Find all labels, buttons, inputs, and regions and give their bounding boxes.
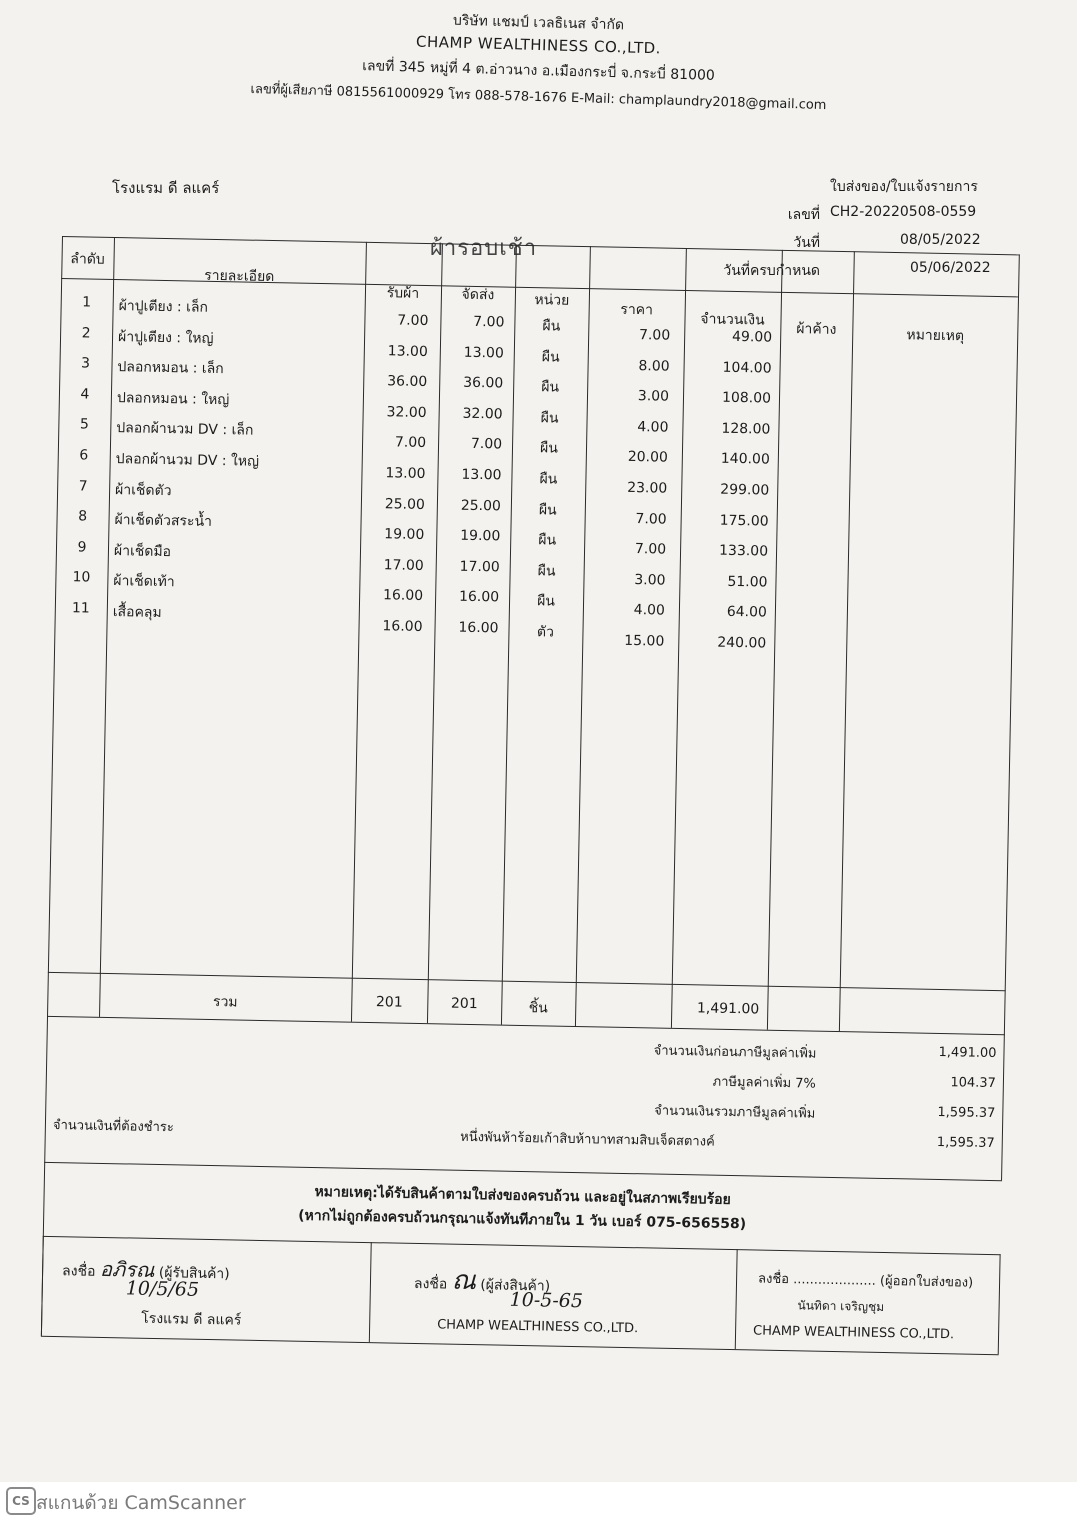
company-name-english: CHAMP WEALTHINESS CO.,LTD.	[415, 32, 662, 58]
row-unit: ผืน	[538, 532, 557, 549]
header-outstanding: ผ้าค้าง	[796, 321, 837, 338]
row-amount: 175.00	[719, 512, 769, 530]
row-amount: 51.00	[727, 573, 768, 591]
header-unit: หน่วย	[534, 292, 570, 309]
row-unit: ผืน	[542, 318, 561, 335]
doc-number: CH2-20220508-0559	[830, 204, 977, 220]
receiver-handwritten-name: อภิรณ	[99, 1256, 155, 1282]
header-no: ลำดับ	[70, 251, 105, 268]
pre-vat-amount: 1,491.00	[938, 1044, 997, 1062]
header-amount: จำนวนเงิน	[700, 311, 765, 329]
customer-name: โรงแรม ดี ลแคร์	[112, 179, 220, 197]
row-number: 5	[79, 416, 89, 433]
row-price: 3.00	[637, 388, 670, 405]
row-delivered: 7.00	[470, 436, 503, 453]
due-date-label: วันที่ครบกำหนด	[723, 263, 820, 279]
pre-vat-label: จำนวนเงินก่อนภาษีมูลค่าเพิ่ม	[653, 1043, 817, 1062]
receiver-role: (ผู้รับสินค้า)	[158, 1265, 230, 1283]
row-amount: 299.00	[720, 481, 770, 499]
row-amount: 128.00	[721, 420, 771, 438]
row-item: ปลอกผ้านวม DV : ใหญ่	[115, 451, 260, 470]
row-received: 17.00	[383, 557, 424, 574]
receiver-handwritten-date: 10/5/65	[125, 1277, 200, 1301]
row-amount: 49.00	[731, 328, 773, 346]
row-amount: 140.00	[720, 451, 770, 469]
row-delivered: 13.00	[461, 466, 502, 484]
row-number: 6	[79, 447, 89, 464]
row-amount: 108.00	[721, 389, 772, 407]
scanner-footer	[0, 1482, 1077, 1519]
receiver-org: โรงแรม ดี ลแคร์	[141, 1310, 242, 1329]
amount-due-label: จำนวนเงินที่ต้องชำระ	[52, 1117, 174, 1136]
delivery-sheet	[42, 236, 1019, 1343]
row-received: 16.00	[382, 587, 424, 605]
row-price: 7.00	[638, 327, 671, 344]
row-delivered: 13.00	[463, 344, 504, 362]
row-price: 23.00	[627, 479, 668, 497]
row-item: ผ้าปูเตียง : ใหญ่	[117, 328, 214, 347]
row-received: 19.00	[384, 526, 425, 544]
row-number: 3	[80, 355, 91, 372]
row-delivered: 19.00	[460, 527, 501, 545]
row-price: 7.00	[635, 510, 667, 528]
total-delivered: 201	[450, 995, 478, 1013]
row-delivered: 17.00	[459, 558, 500, 576]
doc-number-label: เลขที่	[787, 207, 820, 223]
row-amount: 64.00	[726, 604, 768, 621]
vat-amount: 104.37	[950, 1075, 997, 1092]
camscanner-icon: CS	[6, 1487, 36, 1515]
row-amount: 133.00	[718, 542, 769, 560]
row-received: 36.00	[387, 373, 428, 391]
row-number: 9	[77, 539, 87, 556]
row-item: ผ้าเช็ดตัวสระน้ำ	[114, 512, 213, 531]
row-item: ผ้าปูเตียง : เล็ก	[118, 298, 209, 316]
sender-handwritten-date: 10-5-65	[509, 1288, 584, 1313]
row-received: 7.00	[394, 434, 427, 452]
sender-handwritten-mark: ณ	[451, 1265, 477, 1297]
row-unit: ผืน	[541, 379, 560, 396]
total-received: 201	[375, 994, 403, 1011]
receiver-sign-label: ลงชื่อ	[61, 1263, 96, 1280]
amount-due: 1,595.37	[936, 1134, 995, 1152]
total-label: รวม	[212, 994, 238, 1011]
row-delivered: 7.00	[473, 313, 505, 331]
row-price: 4.00	[637, 418, 669, 436]
due-date: 05/06/2022	[910, 260, 991, 276]
receipt-note: หมายเหตุ:ได้รับสินค้าตามใบส่งของครบถ้วน และอยู่ในสภาพเรียบร้อย	[314, 1184, 731, 1209]
amount-in-words: หนึ่งพันห้าร้อยเก้าสิบห้าบาทสามสิบเจ็ดสตางค์	[460, 1129, 715, 1150]
row-unit: ผืน	[540, 410, 559, 427]
row-received: 13.00	[385, 465, 426, 483]
row-price: 15.00	[624, 632, 665, 650]
row-item: ผ้าเช็ดตัว	[114, 481, 172, 499]
row-item: ปลอกหมอน : ใหญ่	[116, 389, 230, 409]
sender-sign-label: ลงชื่อ	[413, 1275, 448, 1293]
row-number: 8	[77, 508, 88, 525]
row-amount: 104.00	[722, 359, 772, 377]
total-unit: ชิ้น	[528, 1000, 548, 1017]
header-delivered: จัดส่ง	[461, 286, 495, 304]
row-delivered: 25.00	[460, 497, 502, 515]
row-item: ผ้าเช็ดเท้า	[113, 573, 175, 591]
service-title: ผ้ารอบเช้า	[430, 236, 538, 261]
row-number: 11	[71, 600, 90, 617]
header-detail: รายละเอียด	[204, 267, 275, 286]
sender-role: (ผู้ส่งสินค้า)	[480, 1277, 551, 1295]
issuer-sign-label: ลงชื่อ	[757, 1271, 790, 1288]
header-received: รับผ้า	[386, 285, 420, 302]
row-delivered: 36.00	[463, 374, 504, 392]
document-type: ใบส่งของ/ใบแจ้งรายการ	[830, 179, 978, 195]
row-received: 13.00	[387, 342, 429, 360]
row-delivered: 16.00	[458, 589, 500, 606]
sender-org: CHAMP WEALTHINESS CO.,LTD.	[437, 1317, 639, 1337]
company-name-thai: บริษัท แชมป์ เวลธิเนส จำกัด	[452, 12, 625, 34]
row-item: เสื้อคลุม	[112, 604, 162, 621]
row-received: 25.00	[384, 495, 426, 513]
row-delivered: 16.00	[458, 619, 499, 637]
incl-vat-amount: 1,595.37	[937, 1104, 996, 1122]
row-received: 7.00	[397, 312, 429, 330]
row-price: 3.00	[634, 571, 666, 589]
row-item: ปลอกผ้านวม DV : เล็ก	[116, 420, 254, 440]
incl-vat-label: จำนวนเงินรวมภาษีมูลค่าเพิ่ม	[654, 1103, 816, 1122]
row-unit: ผืน	[541, 348, 560, 366]
row-item: ผ้าเช็ดมือ	[113, 542, 172, 560]
row-unit: ตัว	[536, 624, 555, 641]
row-number: 7	[78, 477, 88, 495]
issuer-name: นันทิดา เจริญชุม	[797, 1298, 885, 1314]
issuer-role: (ผู้ออกใบส่งของ)	[879, 1273, 974, 1291]
row-number: 2	[81, 324, 91, 342]
doc-date: 08/05/2022	[900, 232, 981, 248]
row-delivered: 32.00	[462, 405, 503, 423]
total-amount: 1,491.00	[696, 1000, 760, 1018]
issuer-org: CHAMP WEALTHINESS CO.,LTD.	[752, 1323, 955, 1343]
scanner-watermark: สแกนด้วย CamScanner	[36, 1492, 246, 1514]
company-contact: เลขที่ผู้เสียภาษี 0815561000929 โทร 088-578-1676 E-Mail: champlaundry2018@gmail.com	[250, 81, 827, 114]
header-remarks: หมายเหตุ	[906, 327, 965, 345]
row-unit: ผืน	[539, 440, 559, 457]
company-address: เลขที่ 345 หมู่ที่ 4 ต.อ่าวนาง อ.เมืองกระบี่ จ.กระบี่ 81000	[362, 58, 715, 84]
row-item: ปลอกหมอน : เล็ก	[117, 359, 224, 378]
row-unit: ผืน	[539, 471, 558, 488]
row-unit: ผืน	[538, 501, 557, 519]
row-number: 1	[82, 294, 92, 311]
row-received: 32.00	[386, 404, 427, 421]
contact-note: (หากไม่ถูกต้องครบถ้วนกรุณาแจ้งทันทีภายใน 1 วัน เบอร์ 075-656558)	[298, 1207, 747, 1233]
doc-date-label: วันที่	[793, 235, 820, 251]
row-unit: ผืน	[537, 593, 556, 610]
row-price: 7.00	[634, 541, 667, 558]
row-price: 8.00	[638, 357, 670, 375]
row-price: 20.00	[627, 449, 669, 467]
row-amount: 240.00	[717, 634, 767, 652]
row-number: 10	[72, 569, 91, 586]
row-price: 4.00	[633, 602, 666, 620]
row-received: 16.00	[382, 618, 423, 635]
vat-label: ภาษีมูลค่าเพิ่ม 7%	[712, 1074, 817, 1092]
issuer-signature: ลงชื่อ .................... (ผู้ออกใบส่งของ)	[757, 1271, 974, 1291]
row-unit: ผืน	[537, 562, 556, 580]
header-price: ราคา	[620, 301, 654, 319]
row-number: 4	[80, 386, 90, 403]
